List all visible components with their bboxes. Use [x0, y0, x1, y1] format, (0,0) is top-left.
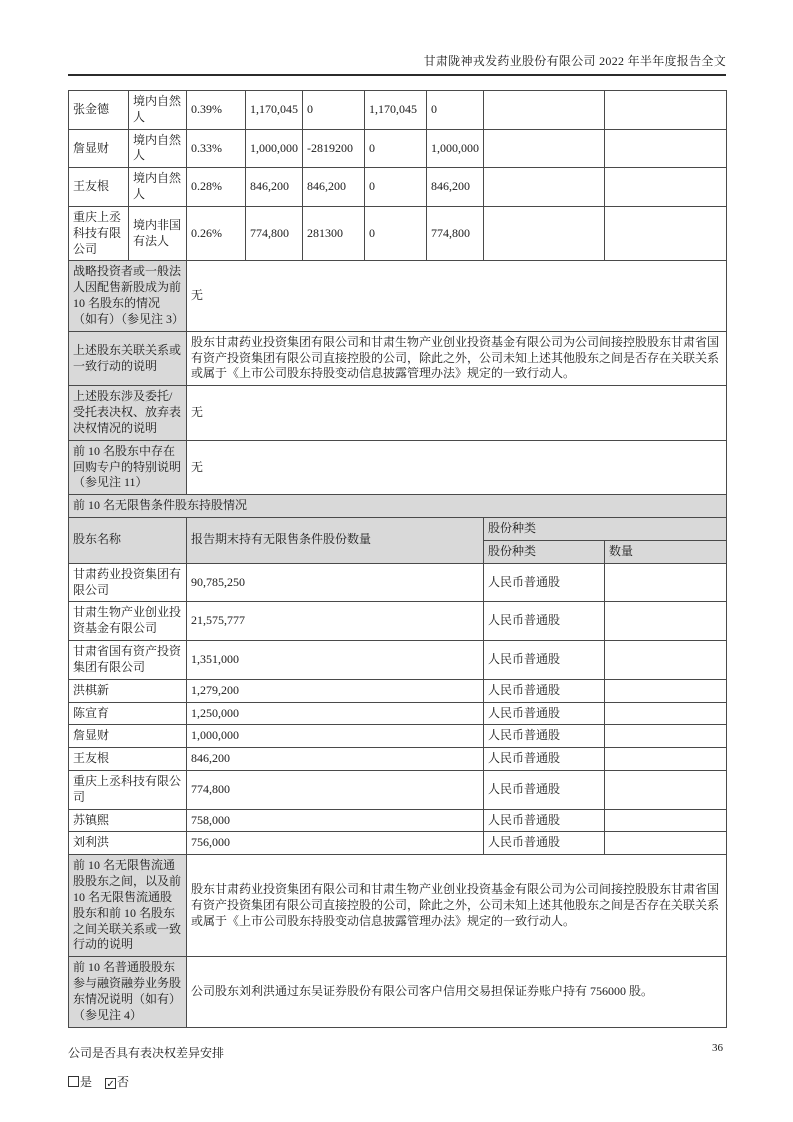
holder-share-class: 人民币普通股 [484, 641, 605, 680]
note-value: 无 [187, 386, 727, 440]
holder-share-class: 人民币普通股 [484, 725, 605, 748]
checkbox-yes-label: 是 [80, 1074, 93, 1089]
note-label: 上述股东关联关系或一致行动的说明 [69, 331, 187, 385]
checkbox-yes-icon [68, 1076, 79, 1087]
shareholder-name: 王友根 [69, 168, 129, 207]
holder-amount [605, 770, 727, 809]
note-value: 公司股东刘利洪通过东吴证券股份有限公司客户信用交易担保证券账户持有 756000 股。 [187, 957, 727, 1027]
shares-change: -2819200 [303, 129, 365, 168]
unrestricted-holder-row [69, 563, 727, 602]
holder-name: 甘肃药业投资集团有限公司 [69, 563, 187, 602]
shareholder-nature: 境内自然人 [129, 91, 187, 130]
col-header-unrestricted-qty: 报告期末持有无限售条件股份数量 [187, 518, 484, 564]
holder-amount [605, 563, 727, 602]
pledge-status [484, 129, 605, 168]
holder-qty: 1,000,000 [187, 725, 484, 748]
page-number: 36 [712, 1042, 723, 1054]
holder-amount [605, 832, 727, 855]
note-row [69, 957, 727, 1027]
unrestricted-shares: 774,800 [427, 206, 484, 260]
pledge-qty [605, 168, 727, 207]
note-value: 股东甘肃药业投资集团有限公司和甘肃生物产业创业投资基金有限公司为公司间接控股股东甘肃省国有资产投资集团有限公司直接控股的公司，除此之外，公司未知上述其他股东之间是否存在关联关系或属于《上市公司股东持股变动信息披露管理办法》规定的一致行动人。 [187, 855, 727, 957]
shares-held: 1,170,045 [246, 91, 303, 130]
checkbox-yes [68, 1075, 92, 1089]
note-value: 无 [187, 261, 727, 331]
shareholder-name: 重庆上丞科技有限公司 [69, 206, 129, 260]
section-title-row [69, 495, 727, 518]
note-value: 股东甘肃药业投资集团有限公司和甘肃生物产业创业投资基金有限公司为公司间接控股股东甘肃省国有资产投资集团有限公司直接控股的公司，除此之外，公司未知上述其他股东之间是否存在关联关系或属于《上市公司股东持股变动信息披露管理办法》规定的一致行动人。 [187, 331, 727, 385]
unrestricted-holder-row [69, 809, 727, 832]
unrestricted-holder-row [69, 770, 727, 809]
holder-amount [605, 602, 727, 641]
shares-change: 281300 [303, 206, 365, 260]
note-label: 前 10 名无限售流通股股东之间，以及前 10 名无限售流通股股东和前 10 名股东之间关联关系或一致行动的说明 [69, 855, 187, 957]
shareholding-ratio: 0.26% [187, 206, 246, 260]
holder-share-class: 人民币普通股 [484, 563, 605, 602]
unrestricted-holder-row [69, 679, 727, 702]
shares-change: 846,200 [303, 168, 365, 207]
note-label: 上述股东涉及委托/受托表决权、放弃表决权情况的说明 [69, 386, 187, 440]
shareholder-name: 詹显财 [69, 129, 129, 168]
restricted-shares: 0 [365, 168, 427, 207]
holder-name: 王友根 [69, 748, 187, 771]
pledge-status [484, 91, 605, 130]
voting-difference-question: 公司是否具有表决权差异安排 [68, 1045, 225, 1060]
restricted-shares: 0 [365, 129, 427, 168]
document-header-title: 甘肃陇神戎发药业股份有限公司 2022 年半年度报告全文 [68, 52, 726, 76]
holder-name: 苏镇熙 [69, 809, 187, 832]
holder-share-class: 人民币普通股 [484, 809, 605, 832]
holder-name: 甘肃省国有资产投资集团有限公司 [69, 641, 187, 680]
unrestricted-holder-row [69, 748, 727, 771]
holder-name: 詹显财 [69, 725, 187, 748]
checkbox-no-label: 否 [117, 1074, 130, 1089]
holder-name: 洪棋新 [69, 679, 187, 702]
note-row [69, 440, 727, 494]
col-header-share-class: 股份种类 [484, 540, 605, 563]
pledge-status [484, 206, 605, 260]
note-label: 前 10 名股东中存在回购专户的特别说明（参见注 11） [69, 440, 187, 494]
shareholder-name: 张金德 [69, 91, 129, 130]
shareholding-ratio: 0.39% [187, 91, 246, 130]
holder-share-class: 人民币普通股 [484, 770, 605, 809]
unrestricted-holder-row [69, 725, 727, 748]
shares-held: 774,800 [246, 206, 303, 260]
holder-share-class: 人民币普通股 [484, 602, 605, 641]
shareholder-row [69, 168, 727, 207]
unrestricted-holder-row [69, 702, 727, 725]
note-row [69, 855, 727, 957]
checkbox-no-icon: ✓ [106, 1078, 115, 1090]
restricted-shares: 1,170,045 [365, 91, 427, 130]
voting-difference-options [68, 1073, 726, 1090]
note-row [69, 331, 727, 385]
unrestricted-holder-row [69, 602, 727, 641]
pledge-qty [605, 206, 727, 260]
holder-qty: 774,800 [187, 770, 484, 809]
shares-held: 846,200 [246, 168, 303, 207]
holder-name: 陈宣育 [69, 702, 187, 725]
pledge-status [484, 168, 605, 207]
pledge-qty [605, 129, 727, 168]
holder-name: 甘肃生物产业创业投资基金有限公司 [69, 602, 187, 641]
shares-held: 1,000,000 [246, 129, 303, 168]
holder-qty: 758,000 [187, 809, 484, 832]
shareholder-row [69, 206, 727, 260]
col-header-amount: 数量 [605, 540, 727, 563]
col-header-share-class-group: 股份种类 [484, 518, 727, 541]
note-label: 战略投资者或一般法人因配售新股成为前 10 名股东的情况（如有）（参见注 3） [69, 261, 187, 331]
holder-amount [605, 641, 727, 680]
holder-qty: 21,575,777 [187, 602, 484, 641]
holder-qty: 1,279,200 [187, 679, 484, 702]
holder-qty: 1,250,000 [187, 702, 484, 725]
note-value: 无 [187, 440, 727, 494]
shareholder-row [69, 129, 727, 168]
checkbox-no [105, 1075, 129, 1089]
shareholder-nature: 境内自然人 [129, 129, 187, 168]
note-label: 前 10 名普通股股东参与融资融券业务股东情况说明（如有）（参见注 4） [69, 957, 187, 1027]
unrestricted-shares: 846,200 [427, 168, 484, 207]
section-title: 前 10 名无限售条件股东持股情况 [69, 495, 727, 518]
holder-amount [605, 809, 727, 832]
note-row [69, 261, 727, 331]
shareholder-nature: 境内非国有法人 [129, 206, 187, 260]
col-header-shareholder-name: 股东名称 [69, 518, 187, 564]
restricted-shares: 0 [365, 206, 427, 260]
unrestricted-holder-row [69, 641, 727, 680]
holder-share-class: 人民币普通股 [484, 748, 605, 771]
shareholder-row [69, 91, 727, 130]
holder-share-class: 人民币普通股 [484, 679, 605, 702]
holder-share-class: 人民币普通股 [484, 832, 605, 855]
holder-amount [605, 748, 727, 771]
shareholding-ratio: 0.33% [187, 129, 246, 168]
holder-share-class: 人民币普通股 [484, 702, 605, 725]
holder-amount [605, 702, 727, 725]
holder-name: 重庆上丞科技有限公司 [69, 770, 187, 809]
pledge-qty [605, 91, 727, 130]
holder-amount [605, 725, 727, 748]
shareholding-table [68, 90, 727, 1028]
shareholder-nature: 境内自然人 [129, 168, 187, 207]
note-row [69, 386, 727, 440]
unrestricted-header-row [69, 518, 727, 541]
unrestricted-shares: 0 [427, 91, 484, 130]
holder-qty: 1,351,000 [187, 641, 484, 680]
holder-name: 刘利洪 [69, 832, 187, 855]
unrestricted-holder-row [69, 832, 727, 855]
holder-qty: 846,200 [187, 748, 484, 771]
shareholding-ratio: 0.28% [187, 168, 246, 207]
unrestricted-shares: 1,000,000 [427, 129, 484, 168]
holder-amount [605, 679, 727, 702]
holder-qty: 756,000 [187, 832, 484, 855]
holder-qty: 90,785,250 [187, 563, 484, 602]
shares-change: 0 [303, 91, 365, 130]
